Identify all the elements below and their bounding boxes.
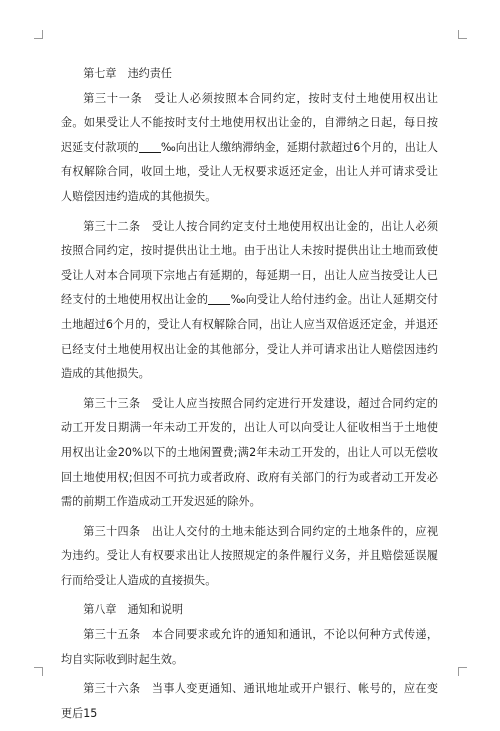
article-31-blank xyxy=(139,142,161,153)
article-34: 第三十四条 出让人交付的土地未能达到合同约定的土地条件的，应视为违约。受让人有权要求出让人按照规定的条件履行义务，并且赔偿延误履行而给受让人造成的直接损失。 xyxy=(61,524,438,587)
article-31-text-a: 第三十一条 受让人必须按照本合同约定，按时支付土地使用权出让金。如果受让人不能按时支付土地使用权出让金的，自滞纳之日起，每日按迟延支付款项的 xyxy=(61,91,438,154)
article-31 xyxy=(61,87,438,210)
crop-mark-bottom-left xyxy=(34,667,43,676)
crop-mark-top-right xyxy=(458,30,467,39)
crop-mark-top-left xyxy=(34,30,43,39)
article-32-text-b: ‰向受让人给付违约金。出让人延期交付土地超过6个月的，受让人有权解除合同，出让人应当双倍返还定金，并退还已经支付土地使用权出让金的其他部分，受让人并可请求出让人赔偿因违约造成的其他损失。 xyxy=(61,293,438,381)
article-32-text-a: 第三十二条 受让人按合同约定支付土地使用权出让金的，出让人必须按照合同约定，按时提供出让土地。由于出让人未按时提供出让土地而致使受让人对本合同项下宗地占有延期的，每延期一日，出让人应当按受让人已经支付的土地使用权出让金的 xyxy=(61,219,438,307)
chapter-7-heading: 第七章 违约责任 xyxy=(83,67,172,80)
article-32-blank xyxy=(208,294,230,305)
article-31-text-b: ‰向出让人缴纳滞纳金，延期付款超过6个月的，出让人有权解除合同，收回土地，受让人无权要求返还定金，出让人并可请求受让人赔偿因违约造成的其他损失。 xyxy=(61,140,438,203)
crop-mark-bottom-right xyxy=(458,667,467,676)
article-36: 第三十六条 当事人变更通知、通讯地址或开户银行、帐号的，应在变更后15 xyxy=(61,682,438,720)
chapter-8-heading: 第八章 通知和说明 xyxy=(83,603,184,617)
article-33: 第三十三条 受让人应当按照合同约定进行开发建设，超过合同约定的动工开发日期满一年未动工开发的，出让人可以向受让人征收相当于土地使用权出让金20%以下的土地闲置费;满2年未动工开发的，出让人可以无偿收回土地使用权;但因不可抗力或者政府、政府有关部门的行为或者动工开发必需的前期工作造成动工开发迟延的除外。 xyxy=(61,396,438,509)
article-32 xyxy=(61,215,438,387)
document-body xyxy=(61,62,438,731)
article-35: 第三十五条 本合同要求或允许的通知和通讯，不论以何种方式传递，均自实际收到时起生效。 xyxy=(61,628,438,666)
